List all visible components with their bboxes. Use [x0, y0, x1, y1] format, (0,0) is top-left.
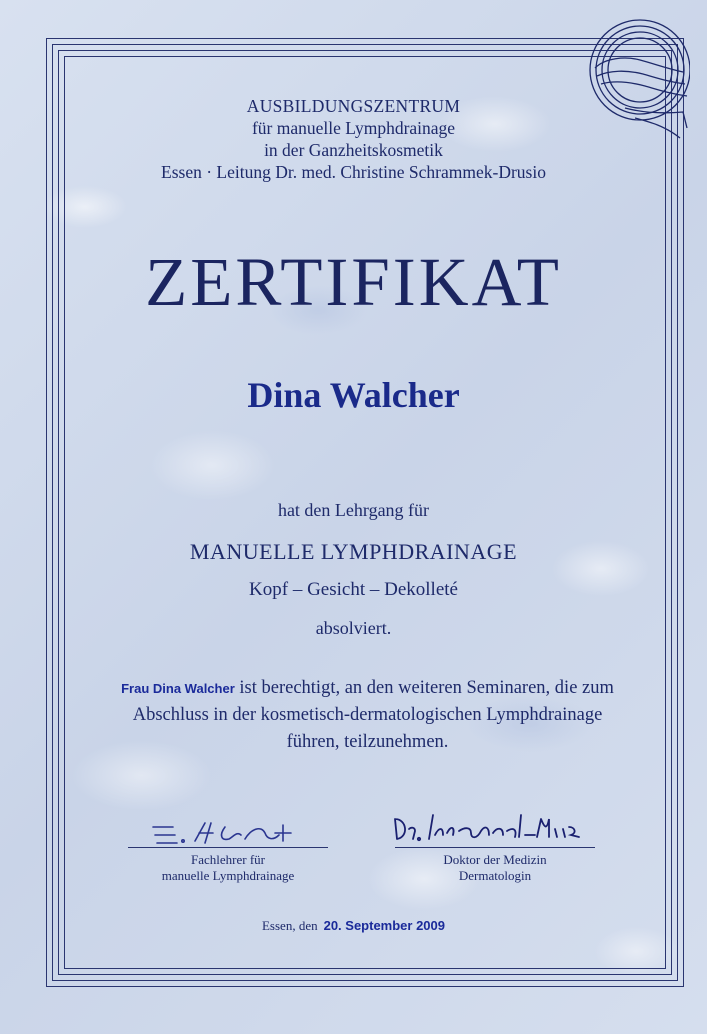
date-prefix: Essen, den	[261, 918, 318, 933]
signature-right-line1: Doktor der Medizin	[443, 852, 547, 867]
header-subtitle-1: für manuelle Lymphdrainage	[251, 118, 456, 138]
header-institution: AUSBILDUNGSZENTRUM	[246, 96, 461, 116]
paragraph-name: Frau Dina Walcher	[121, 681, 235, 696]
signature-left	[118, 805, 338, 884]
paragraph-text: ist berechtigt, an den weiteren Seminaren, die zum Abschluss in der kosmetisch-dermatologischen Lymphdrainage führen, teilzunehmen.	[132, 678, 614, 752]
signature-right	[385, 805, 605, 884]
course-name: MANUELLE LYMPHDRAINAGE	[189, 539, 518, 564]
issue-date	[0, 918, 707, 934]
certificate-title: ZERTIFIKAT	[145, 244, 562, 320]
header-subtitle-2: in der Ganzheitskosmetik	[264, 140, 443, 160]
signature-line-left	[128, 847, 328, 848]
header-location: Essen · Leitung Dr. med. Christine Schrammek-Drusio	[161, 162, 546, 182]
handwritten-signature-right-icon	[385, 805, 605, 845]
signature-right-line2: Dermatologin	[458, 868, 532, 883]
recipient-name: Dina Walcher	[247, 375, 460, 415]
signature-left-line2: manuelle Lymphdrainage	[161, 868, 295, 883]
signature-left-line1: Fachlehrer für	[191, 852, 265, 867]
completed-text: absolviert.	[315, 618, 392, 638]
intro-text: hat den Lehrgang für	[277, 500, 430, 520]
handwritten-signature-left-icon	[133, 805, 323, 845]
signature-line-right	[395, 847, 595, 848]
entitlement-paragraph	[120, 675, 615, 756]
date-value: 20. September 2009	[323, 918, 445, 933]
course-subtitle: Kopf – Gesicht – Dekolleté	[249, 579, 458, 600]
